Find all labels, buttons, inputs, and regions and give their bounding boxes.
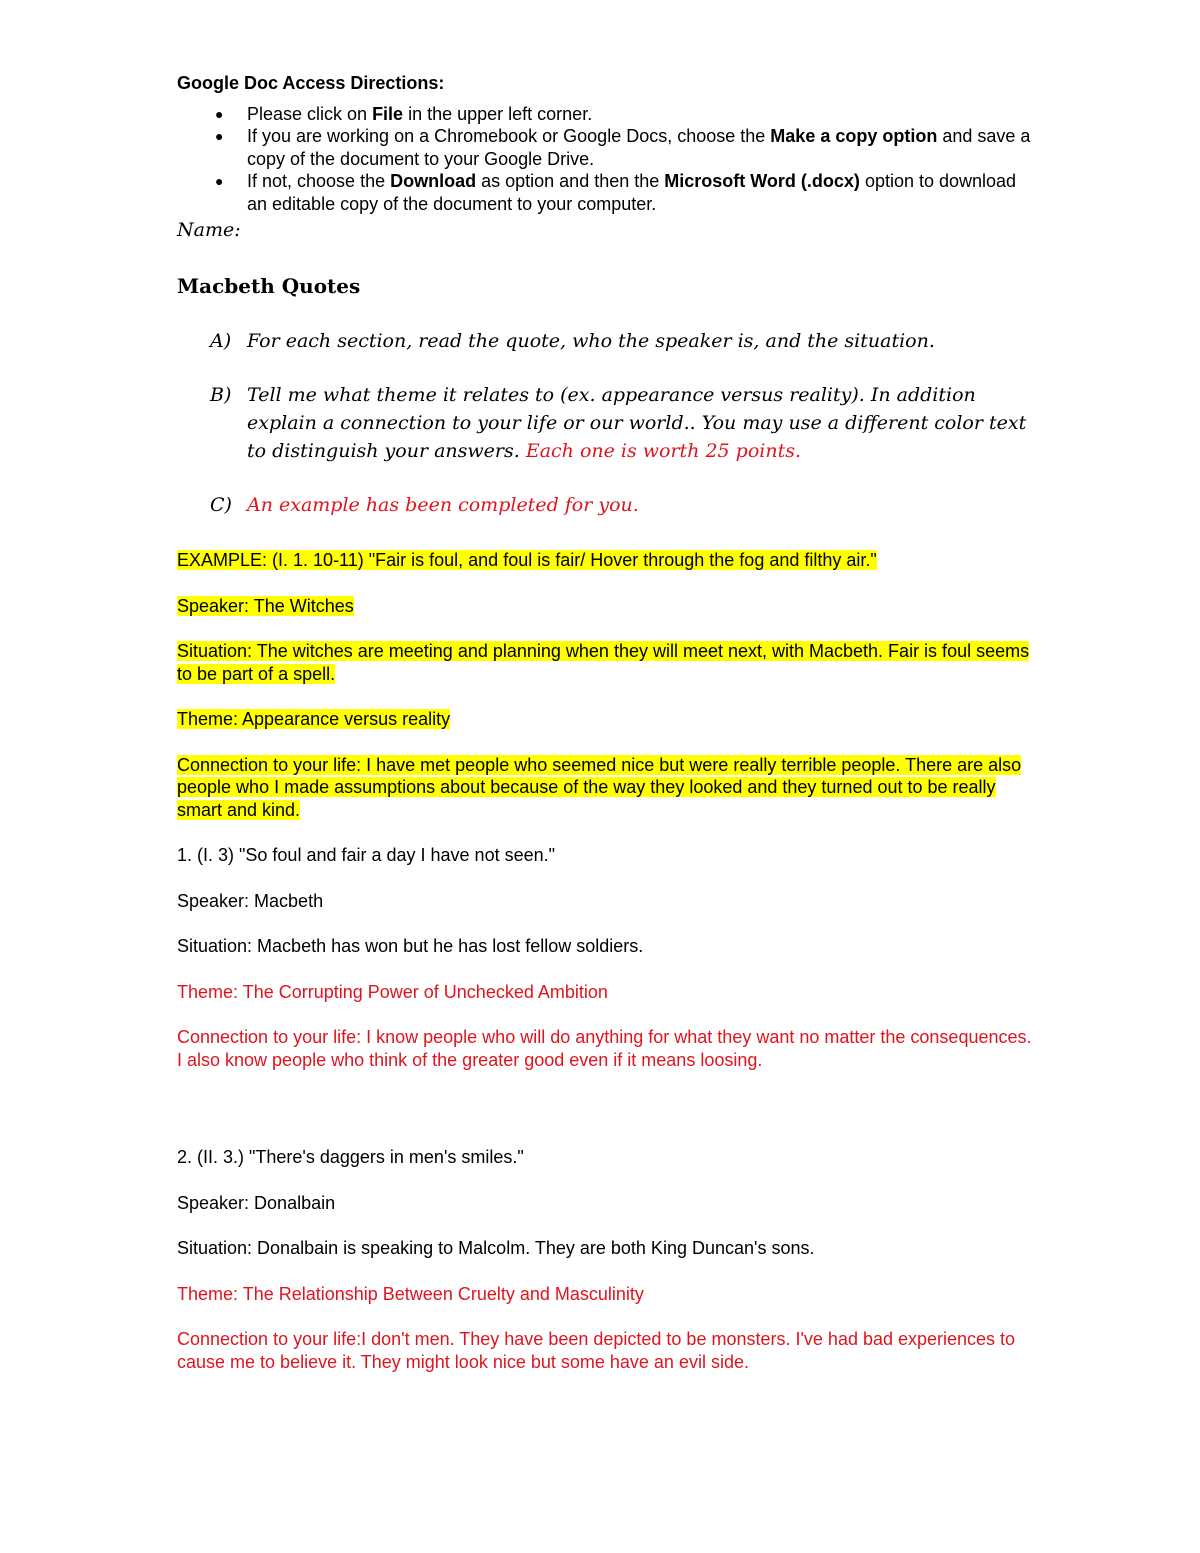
instruction-text: For each section, read the quote, who the speaker is, and the situation. (247, 330, 935, 352)
instruction-red-text: An example has been completed for you. (247, 494, 639, 516)
text: as option and then the (476, 171, 665, 191)
bullet-icon: ● (215, 173, 224, 189)
instruction-item (177, 381, 1037, 465)
text: If not, choose the (247, 171, 391, 191)
document-page (177, 70, 1037, 1396)
quote-2-theme: Theme: The Relationship Between Cruelty and Masculinity (177, 1283, 644, 1304)
bullet-icon: ● (215, 128, 224, 144)
text: Please click on (247, 103, 373, 124)
instruction-marker: C) (210, 494, 232, 516)
text: If you are working on a Chromebook or Google Docs, choose the (247, 126, 771, 146)
quote-1-theme: Theme: The Corrupting Power of Unchecked Ambition (177, 981, 608, 1002)
text: and save a copy of the document to your Google Drive. (247, 126, 1031, 169)
quote-1: 1. (I. 3) "So foul and fair a day I have not seen." (177, 845, 555, 865)
quote-1-speaker: Speaker: Macbeth (177, 890, 324, 911)
bold-text: Microsoft Word (.docx) (664, 171, 860, 191)
bold-text: File (372, 103, 404, 124)
instructions-list (177, 327, 1037, 519)
quote-1-connection: Connection to your life: I know people who will do anything for what they want no matter the consequences. I also know people who think of the greater good even if it means loosing. (177, 1027, 1032, 1070)
example-speaker: Speaker: The Witches (177, 595, 354, 616)
quote-2-connection: Connection to your life:I don't men. They have been depicted to be monsters. I've had bad experiences to cause me to believe it. They might look nice but some have an evil side. (177, 1329, 1016, 1372)
instruction-item (177, 327, 1037, 355)
quote-2-speaker: Speaker: Donalbain (177, 1192, 336, 1213)
example-quote: EXAMPLE: (I. 1. 10-11) "Fair is foul, and foul is fair/ Hover through the fog and filthy air." (177, 550, 877, 570)
quote-2-section (177, 1146, 1037, 1373)
name-label: Name: (177, 219, 241, 241)
directions-item (177, 103, 1037, 126)
instruction-marker: B) (210, 384, 232, 406)
directions-item (177, 170, 1037, 215)
bold-text: Download (390, 171, 477, 191)
instruction-marker: A) (210, 330, 232, 352)
example-situation: Situation: The witches are meeting and planning when they will meet next, with Macbeth. Fair is foul seems to be part of a spell. (177, 641, 1030, 684)
quote-2-situation: Situation: Donalbain is speaking to Malcolm. They are both King Duncan's sons. (177, 1238, 815, 1258)
example-theme: Theme: Appearance versus reality (177, 709, 451, 729)
instruction-red-text: Each one is worth 25 points. (525, 440, 802, 462)
instruction-item (177, 491, 1037, 519)
quote-1-situation: Situation: Macbeth has won but he has lost fellow soldiers. (177, 936, 644, 956)
page-title: Macbeth Quotes (177, 273, 361, 298)
example-section (177, 549, 1037, 821)
example-connection: Connection to your life: I have met people who seemed nice but were really terrible people. There are also people who I made assumptions about because of the way they looked and they turned out to be really smart and kind. (177, 754, 1022, 820)
text: in the upper left corner. (403, 103, 593, 124)
bullet-icon: ● (215, 105, 224, 122)
directions-list (177, 103, 1037, 216)
quote-2: 2. (II. 3.) "There's daggers in men's smiles." (177, 1147, 524, 1167)
instruction-text: Tell me what theme it relates to (ex. appearance versus reality). In addition explain a connection to your life or our world.. You may use a different color text to distinguish your answers. (247, 384, 1027, 462)
directions-item (177, 125, 1037, 170)
directions-heading: Google Doc Access Directions: (177, 73, 445, 93)
quote-1-section (177, 844, 1037, 1071)
text: option to download an editable copy of the document to your computer. (247, 171, 1017, 214)
bold-text: Make a copy option (770, 126, 938, 146)
